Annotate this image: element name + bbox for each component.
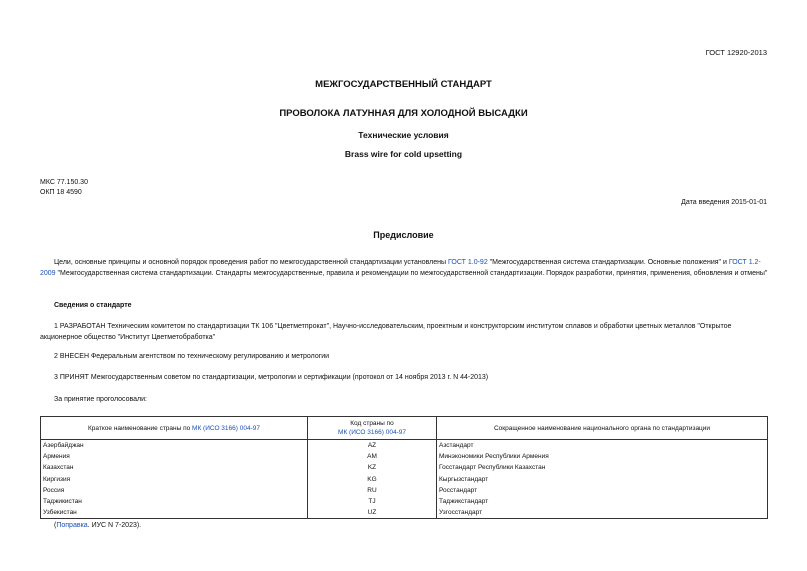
preface-text-1: Цели, основные принципы и основной порядок проведения работ по межгосударственной стандартизации установлены <box>54 259 448 266</box>
table-row <box>41 462 768 473</box>
table-row <box>41 440 768 452</box>
okp-code: ОКП 18 4590 <box>40 189 82 196</box>
org-cell: Кыргызстандарт <box>437 474 768 485</box>
standard-type-heading: МЕЖГОСУДАРСТВЕННЫЙ СТАНДАРТ <box>315 79 492 90</box>
amendment-link[interactable]: Поправка <box>56 522 88 529</box>
header-country-name-text: Краткое наименование страны по <box>88 424 193 432</box>
header-country-code <box>308 417 437 440</box>
document-subtitle: Технические условия <box>358 130 449 140</box>
gost-1-2-2009-link[interactable]: ГОСТ 1.2-2009 <box>40 259 761 277</box>
header-country-code-text: Код страны по <box>350 420 394 427</box>
org-cell: Азстандарт <box>437 440 768 452</box>
amendment-note <box>54 522 141 529</box>
code-cell: KZ <box>308 462 437 473</box>
code-cell: TJ <box>308 496 437 507</box>
mk-iso-link-1[interactable]: МК (ИСО 3166) 004-97 <box>192 424 260 432</box>
preface-text-2: "Межгосударственная система стандартизации. Основные положения" и <box>487 259 729 266</box>
gost-1-0-92-link[interactable]: ГОСТ 1.0-92 <box>447 259 488 266</box>
org-cell: Таджикстандарт <box>437 496 768 507</box>
amendment-rest: . ИУС N 7-2023). <box>87 522 142 529</box>
code-cell: AZ <box>308 440 437 452</box>
org-cell: Минэкономики Республики Армения <box>437 451 768 462</box>
country-cell: Россия <box>41 485 308 496</box>
info-item-1: 1 РАЗРАБОТАН Техническим комитетом по стандартизации ТК 106 "Цветметпрокат", Научно-исследовательским, проектным и конструкторским институтом сплавов и обработки цветных металлов "Открытое акционерное общество "Институт Цветметобработка" <box>40 323 732 341</box>
code-cell: UZ <box>308 507 437 519</box>
mks-code: МКС 77.150.30 <box>40 179 88 186</box>
code-cell: RU <box>308 485 437 496</box>
country-cell: Киргизия <box>41 474 308 485</box>
table-row <box>41 507 768 519</box>
mk-iso-link-2[interactable]: МК (ИСО 3166) 004-97 <box>338 429 406 436</box>
country-cell: Таджикистан <box>41 496 308 507</box>
preface-heading: Предисловие <box>373 230 434 240</box>
table-row <box>41 496 768 507</box>
table-header-row <box>41 417 768 440</box>
country-cell: Казахстан <box>41 462 308 473</box>
introduction-date: Дата введения 2015-01-01 <box>681 199 767 206</box>
table-row <box>41 474 768 485</box>
standard-info-heading: Сведения о стандарте <box>54 302 132 309</box>
country-cell: Азербайджан <box>41 440 308 452</box>
code-cell: KG <box>308 474 437 485</box>
org-cell: Госстандарт Республики Казахстан <box>437 462 768 473</box>
country-cell: Армения <box>41 451 308 462</box>
org-cell: Росстандарт <box>437 485 768 496</box>
info-item-2: 2 ВНЕСЕН Федеральным агентством по техническому регулированию и метрологии <box>54 353 330 360</box>
code-cell: AM <box>308 451 437 462</box>
document-title: ПРОВОЛОКА ЛАТУННАЯ ДЛЯ ХОЛОДНОЙ ВЫСАДКИ <box>279 108 528 119</box>
amendment-open: ( <box>54 522 57 529</box>
classification-codes <box>40 178 88 198</box>
org-cell: Узгосстандарт <box>437 507 768 519</box>
voted-intro: За принятие проголосовали: <box>54 396 147 403</box>
header-standards-body: Сокращенное наименование национального органа по стандартизации <box>437 417 768 440</box>
header-country-name <box>41 417 308 440</box>
preface-paragraph <box>40 258 768 279</box>
document-code: ГОСТ 12920-2013 <box>705 48 767 57</box>
voting-countries-table <box>40 416 768 519</box>
country-cell: Узбекистан <box>41 507 308 519</box>
document-title-english: Brass wire for cold upsetting <box>344 149 463 159</box>
table-row <box>41 451 768 462</box>
preface-text-3: "Межгосударственная система стандартизации. Стандарты межгосударственные, правила и рекомендации по межгосударственной стандартизации. Порядок разработки, принятия, применения, обновления и отмены" <box>55 269 768 277</box>
table-row <box>41 485 768 496</box>
info-item-3: 3 ПРИНЯТ Межгосударственным советом по стандартизации, метрологии и сертификации (протокол от 14 ноября 2013 г. N 44-2013) <box>54 374 489 381</box>
